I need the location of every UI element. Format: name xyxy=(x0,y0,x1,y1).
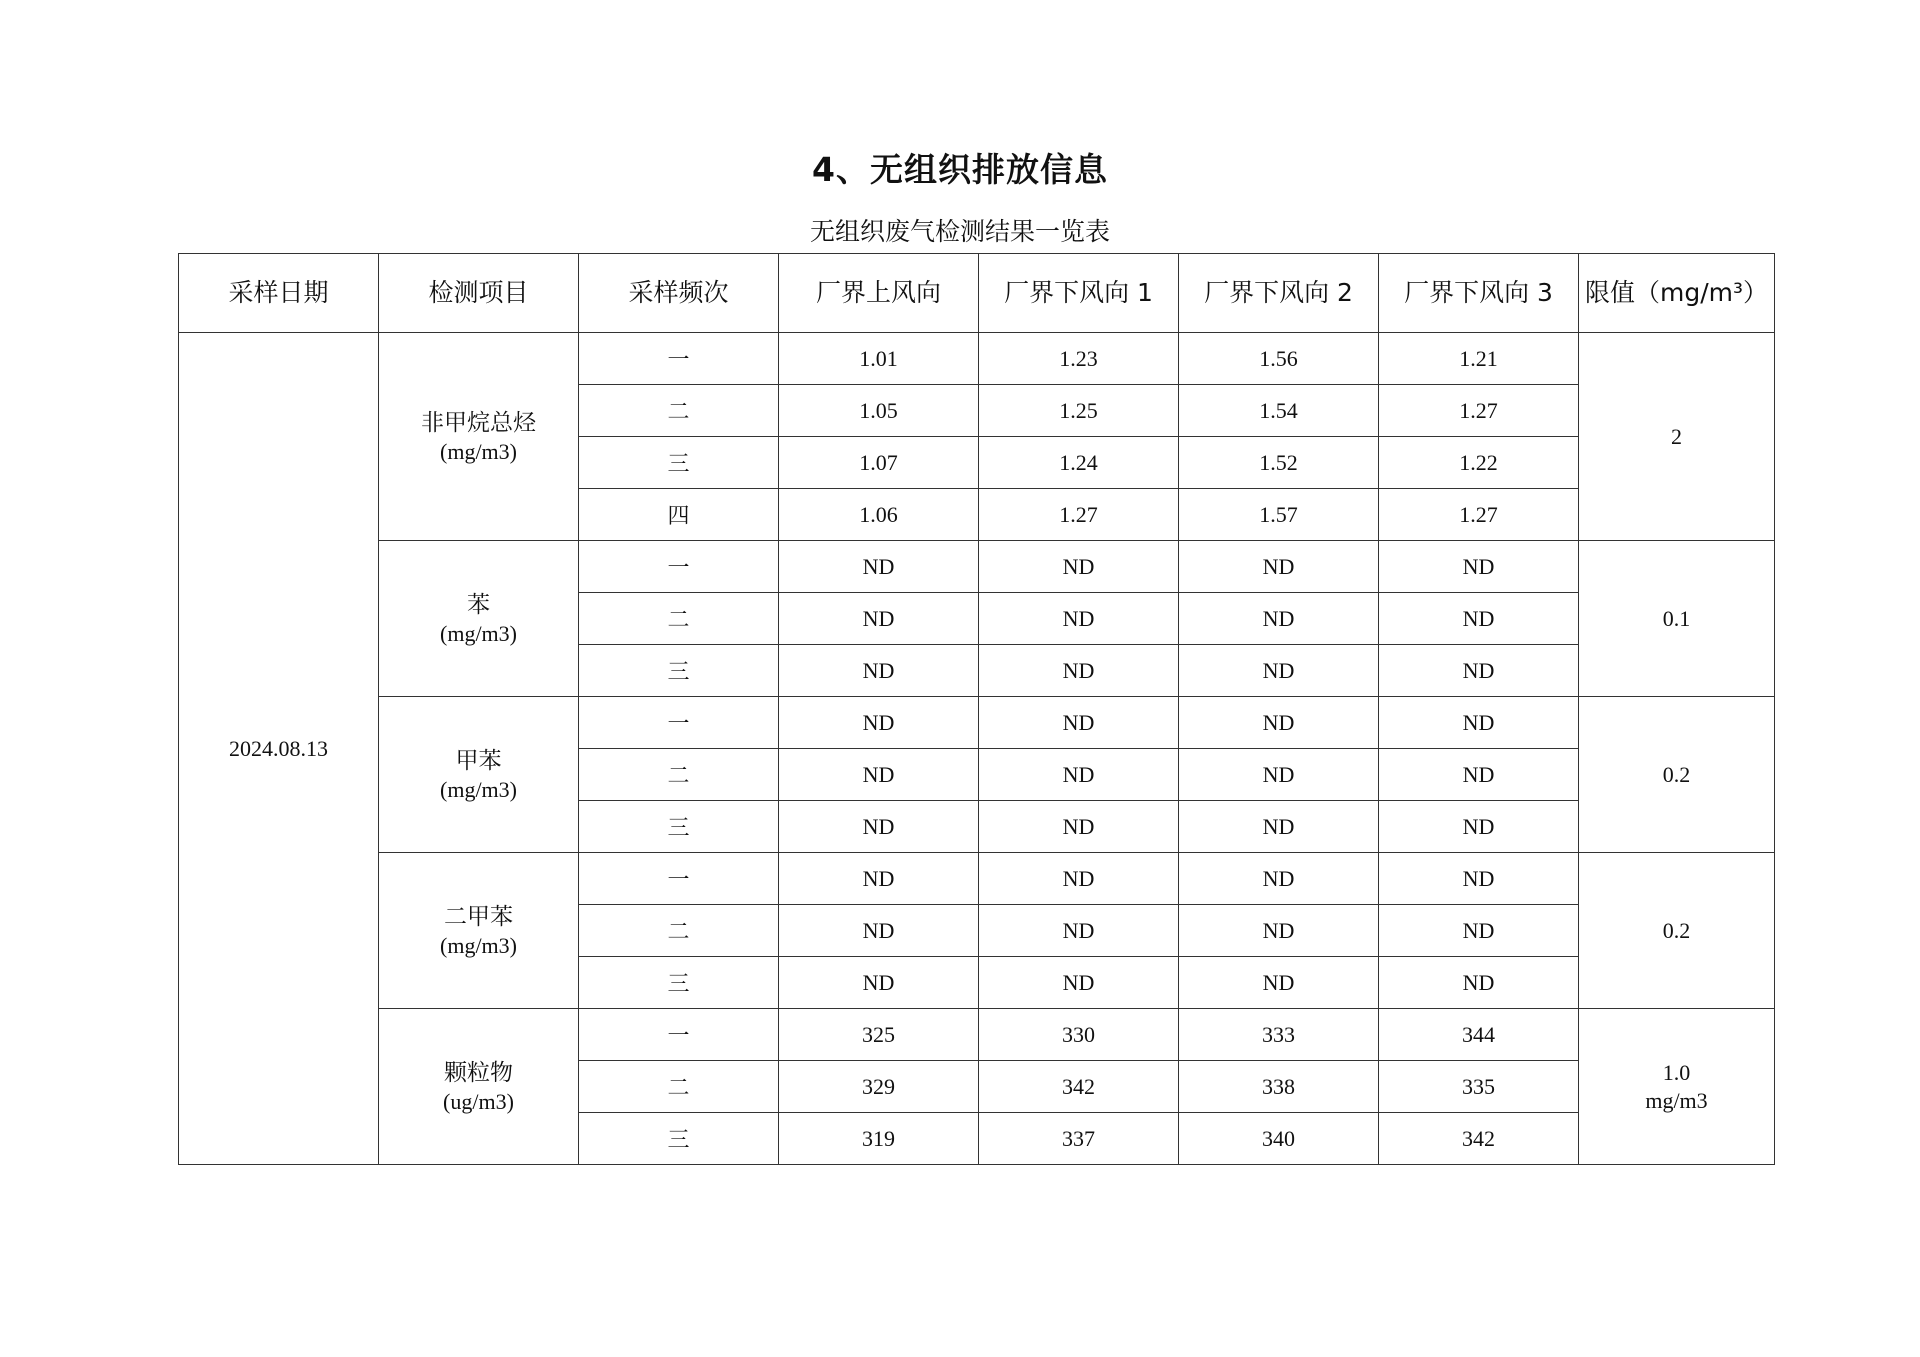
downwind-1-value: 1.23 xyxy=(979,333,1179,385)
limit-value: 2 xyxy=(1671,423,1682,449)
upwind-value: ND xyxy=(779,853,979,905)
sampling-frequency-cell: 二 xyxy=(579,593,779,645)
downwind-2-value: ND xyxy=(1179,853,1379,905)
table-row xyxy=(179,1009,1775,1061)
upwind-value: ND xyxy=(779,697,979,749)
upwind-value: ND xyxy=(779,541,979,593)
limit-cell xyxy=(1579,853,1775,1009)
test-item-unit: (mg/m3) xyxy=(440,620,517,646)
limit-value: 0.2 xyxy=(1662,761,1691,787)
page-title: 4、无组织排放信息 xyxy=(812,150,1108,189)
downwind-1-value: ND xyxy=(979,697,1179,749)
table-row xyxy=(179,697,1775,749)
downwind-2-value: ND xyxy=(1179,749,1379,801)
test-item-name: 甲苯 xyxy=(455,747,502,774)
header-test-item: 检测项目 xyxy=(379,254,579,333)
test-item-name: 颗粒物 xyxy=(444,1059,513,1086)
downwind-1-value: ND xyxy=(979,645,1179,697)
header-downwind-2: 厂界下风向 2 xyxy=(1179,254,1379,333)
upwind-value: 1.01 xyxy=(779,333,979,385)
downwind-3-value: 1.22 xyxy=(1379,437,1579,489)
sampling-frequency-cell: 二 xyxy=(579,749,779,801)
test-item-cell xyxy=(379,333,579,541)
downwind-2-value: ND xyxy=(1179,541,1379,593)
test-item-cell xyxy=(379,1009,579,1165)
upwind-value: 1.06 xyxy=(779,489,979,541)
limit-cell xyxy=(1579,541,1775,697)
limit-value: 1.0 xyxy=(1662,1059,1691,1085)
test-item-name: 非甲烷总烃 xyxy=(421,409,536,436)
downwind-3-value: ND xyxy=(1379,905,1579,957)
downwind-2-value: ND xyxy=(1179,957,1379,1009)
sampling-frequency-cell: 一 xyxy=(579,541,779,593)
downwind-3-value: ND xyxy=(1379,749,1579,801)
table-row xyxy=(179,333,1775,385)
downwind-3-value: 342 xyxy=(1379,1113,1579,1165)
limit-value: 0.1 xyxy=(1662,605,1691,631)
header-upwind: 厂界上风向 xyxy=(779,254,979,333)
header-downwind-1: 厂界下风向 1 xyxy=(979,254,1179,333)
limit-cell xyxy=(1579,333,1775,541)
test-item-unit: (mg/m3) xyxy=(440,776,517,802)
results-table xyxy=(178,253,1775,1165)
sampling-frequency-cell: 一 xyxy=(579,333,779,385)
test-item-unit: (mg/m3) xyxy=(440,438,517,464)
sampling-frequency-cell: 二 xyxy=(579,385,779,437)
limit-value: 0.2 xyxy=(1662,917,1691,943)
sampling-frequency-cell: 三 xyxy=(579,801,779,853)
sampling-frequency-cell: 二 xyxy=(579,1061,779,1113)
header-limit: 限值（mg/m³） xyxy=(1579,254,1775,333)
sampling-frequency-cell: 三 xyxy=(579,1113,779,1165)
table-caption: 无组织废气检测结果一览表 xyxy=(809,217,1110,246)
sampling-frequency-cell: 二 xyxy=(579,905,779,957)
downwind-1-value: ND xyxy=(979,905,1179,957)
downwind-1-value: ND xyxy=(979,541,1179,593)
sampling-frequency-cell: 一 xyxy=(579,853,779,905)
downwind-1-value: 1.24 xyxy=(979,437,1179,489)
downwind-3-value: ND xyxy=(1379,697,1579,749)
downwind-1-value: ND xyxy=(979,853,1179,905)
header-row xyxy=(179,254,1775,333)
upwind-value: 1.05 xyxy=(779,385,979,437)
upwind-value: 1.07 xyxy=(779,437,979,489)
downwind-2-value: 1.54 xyxy=(1179,385,1379,437)
header-downwind-3: 厂界下风向 3 xyxy=(1379,254,1579,333)
test-item-cell xyxy=(379,853,579,1009)
sampling-frequency-cell: 三 xyxy=(579,645,779,697)
downwind-2-value: ND xyxy=(1179,645,1379,697)
downwind-3-value: ND xyxy=(1379,645,1579,697)
downwind-3-value: ND xyxy=(1379,593,1579,645)
downwind-1-value: 330 xyxy=(979,1009,1179,1061)
downwind-1-value: 1.25 xyxy=(979,385,1179,437)
upwind-value: ND xyxy=(779,645,979,697)
sampling-frequency-cell: 四 xyxy=(579,489,779,541)
sampling-frequency-cell: 一 xyxy=(579,1009,779,1061)
downwind-2-value: ND xyxy=(1179,905,1379,957)
downwind-3-value: 1.27 xyxy=(1379,489,1579,541)
downwind-2-value: 1.52 xyxy=(1179,437,1379,489)
downwind-3-value: 344 xyxy=(1379,1009,1579,1061)
test-item-unit: (mg/m3) xyxy=(440,932,517,958)
downwind-3-value: ND xyxy=(1379,957,1579,1009)
test-item-name: 苯 xyxy=(467,591,490,618)
downwind-1-value: ND xyxy=(979,593,1179,645)
test-item-cell xyxy=(379,697,579,853)
upwind-value: 329 xyxy=(779,1061,979,1113)
upwind-value: ND xyxy=(779,905,979,957)
upwind-value: ND xyxy=(779,593,979,645)
header-sampling-frequency: 采样频次 xyxy=(579,254,779,333)
limit-unit: mg/m3 xyxy=(1645,1087,1708,1113)
limit-cell xyxy=(1579,1009,1775,1165)
sampling-frequency-cell: 三 xyxy=(579,437,779,489)
downwind-2-value: 1.57 xyxy=(1179,489,1379,541)
upwind-value: 325 xyxy=(779,1009,979,1061)
downwind-1-value: 1.27 xyxy=(979,489,1179,541)
downwind-3-value: ND xyxy=(1379,541,1579,593)
upwind-value: ND xyxy=(779,749,979,801)
downwind-3-value: 1.27 xyxy=(1379,385,1579,437)
sampling-frequency-cell: 一 xyxy=(579,697,779,749)
downwind-2-value: ND xyxy=(1179,801,1379,853)
downwind-1-value: 337 xyxy=(979,1113,1179,1165)
test-item-unit: (ug/m3) xyxy=(443,1088,514,1114)
downwind-3-value: ND xyxy=(1379,801,1579,853)
table-row xyxy=(179,853,1775,905)
upwind-value: 319 xyxy=(779,1113,979,1165)
downwind-3-value: ND xyxy=(1379,853,1579,905)
downwind-2-value: 333 xyxy=(1179,1009,1379,1061)
downwind-2-value: 338 xyxy=(1179,1061,1379,1113)
downwind-2-value: 340 xyxy=(1179,1113,1379,1165)
downwind-2-value: ND xyxy=(1179,697,1379,749)
downwind-1-value: ND xyxy=(979,957,1179,1009)
header-sampling-date: 采样日期 xyxy=(179,254,379,333)
sampling-frequency-cell: 三 xyxy=(579,957,779,1009)
downwind-1-value: ND xyxy=(979,801,1179,853)
downwind-3-value: 1.21 xyxy=(1379,333,1579,385)
upwind-value: ND xyxy=(779,957,979,1009)
downwind-2-value: ND xyxy=(1179,593,1379,645)
test-item-cell xyxy=(379,541,579,697)
upwind-value: ND xyxy=(779,801,979,853)
results-body xyxy=(179,333,1775,1165)
sampling-date-cell: 2024.08.13 xyxy=(179,333,379,1165)
limit-cell xyxy=(1579,697,1775,853)
downwind-3-value: 335 xyxy=(1379,1061,1579,1113)
downwind-1-value: 342 xyxy=(979,1061,1179,1113)
downwind-1-value: ND xyxy=(979,749,1179,801)
test-item-name: 二甲苯 xyxy=(444,903,513,930)
downwind-2-value: 1.56 xyxy=(1179,333,1379,385)
table-row xyxy=(179,541,1775,593)
